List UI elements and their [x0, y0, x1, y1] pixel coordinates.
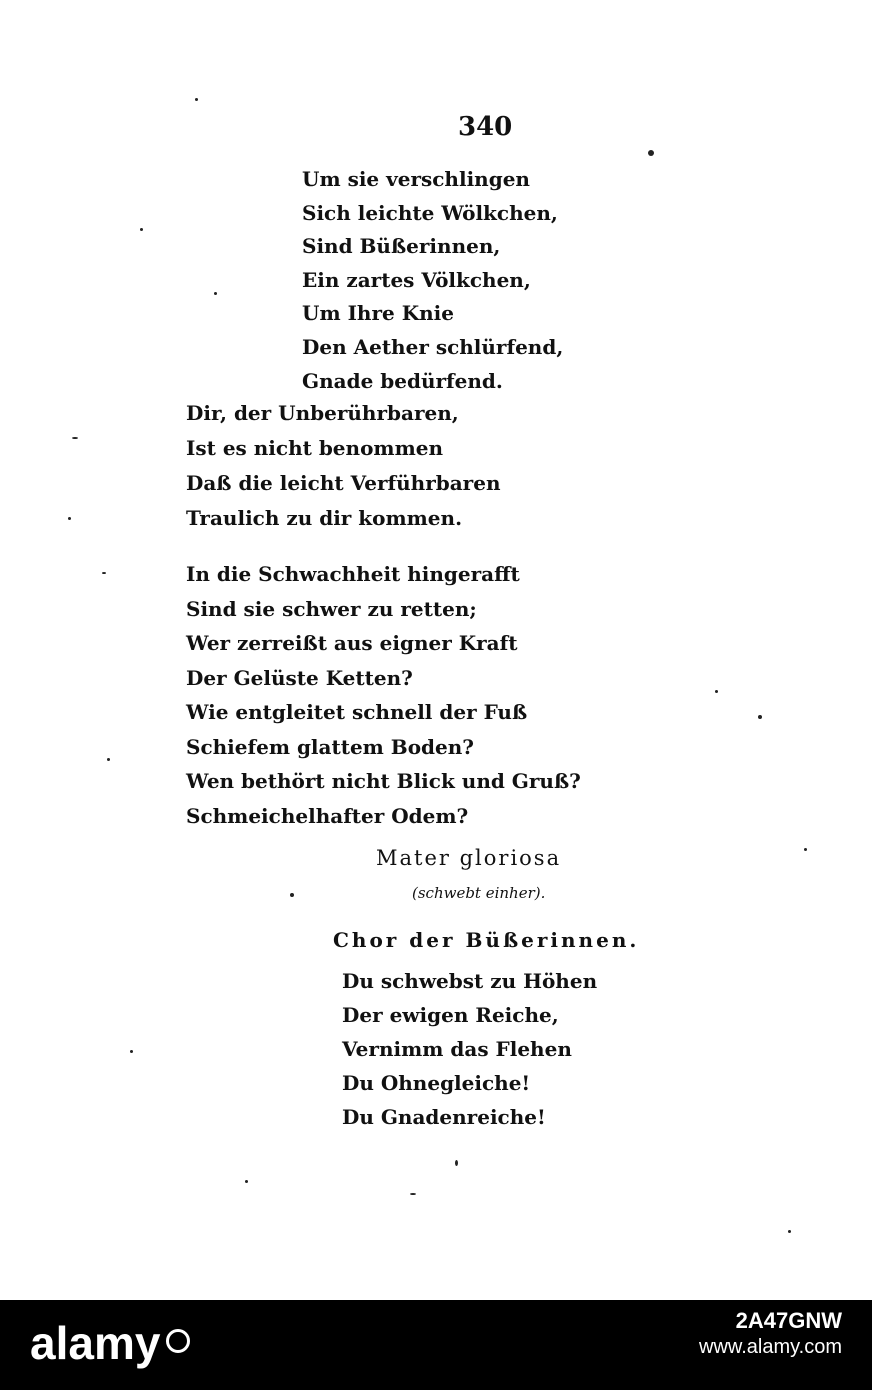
verse-line: Sich leichte Wölkchen, — [302, 200, 558, 225]
site-url: www.alamy.com — [699, 1336, 842, 1358]
scan-speck — [214, 292, 217, 295]
brand-logo — [30, 1316, 190, 1370]
verse-line: Du Gnadenreiche! — [342, 1105, 546, 1129]
verse-line: Der Gelüste Ketten? — [186, 665, 413, 690]
verse-line: Sind Büßerinnen, — [302, 234, 501, 259]
scan-speck — [290, 893, 294, 897]
verse-line: Du schwebst zu Höhen — [342, 969, 598, 993]
watermark-banner — [0, 1300, 872, 1390]
verse-line: Gnade bedürfend. — [302, 368, 503, 393]
scan-speck — [140, 228, 143, 231]
verse-line: Schiefem glattem Boden? — [186, 734, 475, 759]
image-credit — [699, 1308, 842, 1359]
stanza-3 — [186, 557, 581, 833]
verse-line: Vernimm das Flehen — [342, 1037, 572, 1061]
verse-line: Der ewigen Reiche, — [342, 1003, 559, 1027]
speaker-heading: Mater gloriosa — [376, 846, 562, 870]
verse-line: In die Schwachheit hingerafft — [186, 562, 520, 586]
page-number: 340 — [458, 112, 513, 142]
scan-speck — [648, 150, 654, 156]
verse-line: Daß die leicht Verführbaren — [186, 471, 501, 495]
scan-speck — [455, 1160, 458, 1166]
verse-line: Sind sie schwer zu retten; — [186, 596, 477, 621]
verse-line: Schmeichelhafter Odem? — [186, 803, 469, 828]
chorus-heading: Chor der Büßerinnen. — [333, 928, 640, 952]
verse-line: Traulich zu dir kommen. — [186, 506, 463, 530]
verse-line: Ein zartes Völkchen, — [302, 267, 531, 292]
image-id: 2A47GNW — [735, 1308, 842, 1333]
verse-line: Um sie verschlingen — [302, 167, 530, 191]
scan-speck — [68, 517, 71, 520]
verse-line: Den Aether schlürfend, — [302, 334, 564, 359]
verse-line: Wer zerreißt aus eigner Kraft — [186, 631, 518, 655]
brand-name: alamy — [30, 1317, 161, 1369]
scan-speck — [788, 1230, 791, 1233]
stanza-1 — [302, 163, 563, 398]
scan-speck — [758, 715, 762, 719]
scan-speck — [715, 690, 718, 693]
scan-speck — [804, 848, 807, 851]
stage-direction: (schwebt einher). — [412, 884, 546, 902]
scan-speck — [410, 1193, 416, 1195]
verse-line: Dir, der Unberührbaren, — [186, 401, 459, 425]
scan-speck — [245, 1180, 248, 1183]
scan-speck — [107, 758, 110, 761]
stanza-4 — [342, 964, 597, 1134]
scan-speck — [195, 98, 198, 101]
verse-line: Wen bethört nicht Blick und Gruß? — [186, 769, 581, 793]
verse-line: Du Ohnegleiche! — [342, 1071, 531, 1095]
verse-line: Wie entgleitet schnell der Fuß — [186, 700, 528, 724]
stanza-2 — [186, 396, 500, 536]
scan-speck — [72, 437, 78, 439]
verse-line: Ist es nicht benommen — [186, 436, 444, 460]
brand-circle-icon — [166, 1329, 190, 1353]
scan-speck — [102, 572, 106, 574]
verse-line: Um Ihre Knie — [302, 301, 454, 326]
scan-speck — [130, 1050, 133, 1053]
